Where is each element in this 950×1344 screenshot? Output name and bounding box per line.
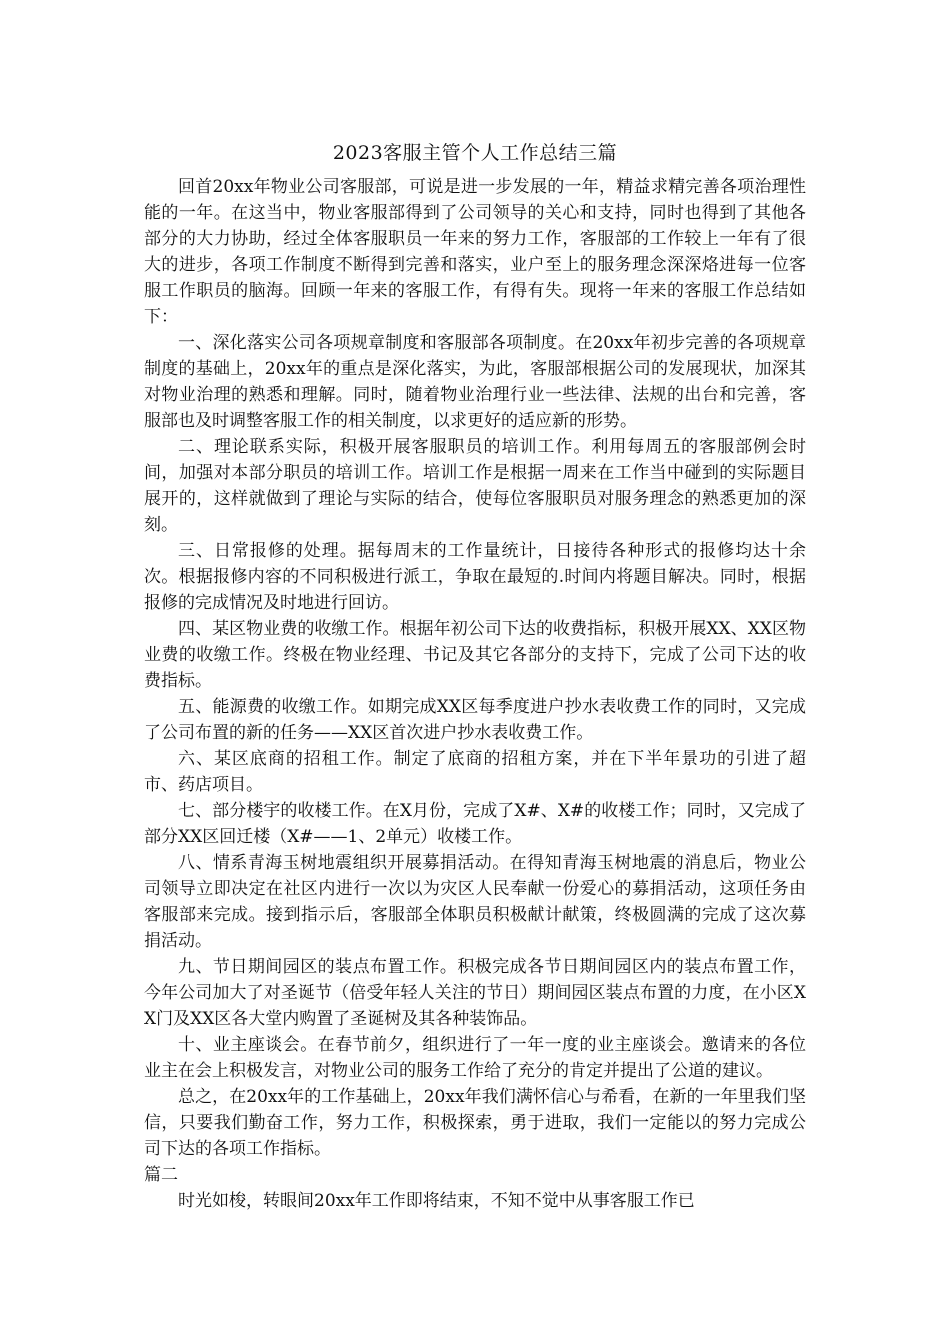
document-title: 2023客服主管个人工作总结三篇 xyxy=(332,142,618,164)
section-item-1: 一、深化落实公司各项规章制度和客服部各项制度。在20xx年初步完善的各项规章制度的基础上，20xx年的重点是深化落实，为此，客服部根据公司的发展现状，加深其对物业治理的熟悉和理解。同时，随着物业治理行业一些法律、法规的出台和完善，客服部也及时调整客服工作的相关制度，以求更好的适应新的形势。 xyxy=(144,333,806,431)
section-item-4: 四、某区物业费的收缴工作。根据年初公司下达的收费指标，积极开展XX、XX区物业费的收缴工作。终极在物业经理、书记及其它各部分的支持下，完成了公司下达的收费指标。 xyxy=(144,619,806,691)
section-item-9: 九、节日期间园区的装点布置工作。积极完成各节日期间园区内的装点布置工作，今年公司加大了对圣诞节（倍受年轻人关注的节日）期间园区装点布置的力度，在小区XX门及XX区各大堂内购置了圣诞树及其各种装饰品。 xyxy=(144,957,806,1029)
intro-paragraph: 回首20xx年物业公司客服部，可说是进一步发展的一年，精益求精完善各项治理性能的一年。在这当中，物业客服部得到了公司领导的关心和支持，同时也得到了其他各部分的大力协助，经过全体客服职员一年来的努力工作，客服部的工作较上一年有了很大的进步，各项工作制度不断得到完善和落实，业户至上的服务理念深深烙进每一位客服工作职员的脑海。回顾一年来的客服工作，有得有失。现将一年来的客服工作总结如下： xyxy=(144,177,806,327)
section-item-8: 八、情系青海玉树地震组织开展募捐活动。在得知青海玉树地震的消息后，物业公司领导立即决定在社区内进行一次以为灾区人民奉献一份爱心的募捐活动，这项任务由客服部来完成。接到指示后，客服部全体职员积极献计献策，终极圆满的完成了这次募捐活动。 xyxy=(144,853,806,951)
section-item-10: 十、业主座谈会。在春节前夕，组织进行了一年一度的业主座谈会。邀请来的各位业主在会上积极发言，对物业公司的服务工作给了充分的肯定并提出了公道的建议。 xyxy=(144,1035,806,1081)
section-item-5: 五、能源费的收缴工作。如期完成XX区每季度进户抄水表收费工作的同时，又完成了公司布置的新的任务——XX区首次进户抄水表收费工作。 xyxy=(144,697,806,743)
section-item-2: 二、理论联系实际，积极开展客服职员的培训工作。利用每周五的客服部例会时间，加强对本部分职员的培训工作。培训工作是根据一周来在工作当中碰到的实际题目展开的，这样就做到了理论与实际的结合，使每位客服职员对服务理念的熟悉更加的深刻。 xyxy=(144,437,806,535)
section-two-heading: 篇二 xyxy=(144,1165,178,1185)
section-item-6: 六、某区底商的招租工作。制定了底商的招租方案，并在下半年景功的引进了超市、药店项目。 xyxy=(144,749,806,795)
conclusion-paragraph: 总之，在20xx年的工作基础上，20xx年我们满怀信心与希看，在新的一年里我们坚信，只要我们勤奋工作，努力工作，积极探索，勇于进取，我们一定能以的努力完成公司下达的各项工作指标。 xyxy=(144,1087,806,1159)
document-body xyxy=(144,174,806,1214)
section-item-7: 七、部分楼宇的收楼工作。在X月份，完成了X#、X#的收楼工作；同时，又完成了部分XX区回迁楼（X#——1、2单元）收楼工作。 xyxy=(144,801,806,847)
section-item-3: 三、日常报修的处理。据每周末的工作量统计，日接待各种形式的报修均达十余次。根据报修内容的不同积极进行派工，争取在最短的.时间内将题目解决。同时，根据报修的完成情况及时地进行回访。 xyxy=(144,541,806,613)
section-two-first-paragraph: 时光如梭，转眼间20xx年工作即将结束，不知不觉中从事客服工作已 xyxy=(178,1191,695,1211)
